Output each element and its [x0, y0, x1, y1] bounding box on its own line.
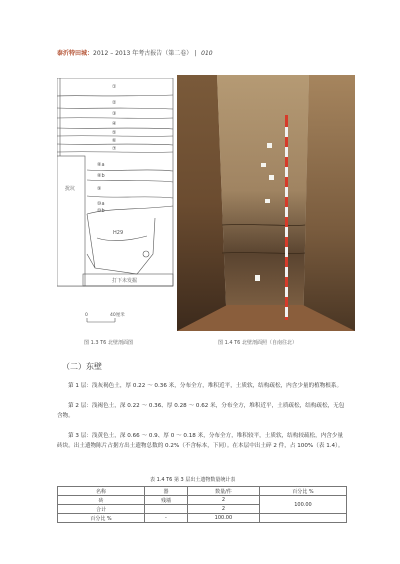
- layer-label: ④: [112, 121, 117, 127]
- page-number: 010: [201, 50, 213, 57]
- table-cell: 合计: [58, 505, 145, 514]
- table-row: [58, 496, 347, 505]
- header-title: 2012 – 2013 年考古报告（第二卷）: [93, 50, 193, 57]
- table-cell: -: [145, 514, 188, 523]
- finds-table: [57, 486, 347, 523]
- layer-label: ①: [112, 84, 117, 90]
- table-cell: 100.00: [187, 514, 259, 523]
- paragraph-layer-2: 第 2 层：浅褐色土，深 0.22 ～ 0.36、厚 0.28 ～ 0.62 米，分布全方，堆积近平，土质疏松，结构疏松，无包含物。: [57, 403, 345, 419]
- table-row: [58, 514, 347, 523]
- running-header: [57, 48, 213, 57]
- table-header: 名称: [58, 487, 145, 496]
- figure-13-caption: 图 1.3 T6 北壁剖面图: [84, 340, 133, 346]
- layer-label: ⑦: [112, 146, 117, 152]
- table-header: 器: [145, 487, 188, 496]
- table-header: 百分比 %: [259, 487, 346, 496]
- table-cell: [145, 505, 188, 514]
- pit-label: 扰坑: [65, 186, 76, 192]
- table-cell: 残墙: [145, 496, 188, 505]
- paragraph-layer-3: 第 3 层：浅黄色土，深 0.66 ～ 0.9、厚 0 ～ 0.18 米，分布全方，堆积较平，土质软，结构较疏松，内含少量砖块。出土遗物陈片占据方出土遗物总数的 0.2%（不含标本，下同）。在本层中出土碎 2 件，占 100%（表 1.4）。: [57, 433, 344, 449]
- layer-label: ⑨: [97, 186, 102, 192]
- layer-label: ⑥: [112, 138, 117, 144]
- layer-label: ②: [112, 100, 117, 106]
- excavation-photo: [177, 75, 355, 331]
- bottom-label: 打下未发掘: [112, 278, 138, 284]
- section-drawing: [57, 78, 175, 336]
- table-cell: [259, 514, 346, 523]
- table-cell: 2: [187, 505, 259, 514]
- layer-label: ⑧b: [97, 173, 105, 179]
- table-cell: 砖: [58, 496, 145, 505]
- layer-label: ⑩a: [97, 201, 105, 207]
- layer-label: ③: [112, 111, 117, 117]
- layer-label: ⑧a: [97, 162, 105, 168]
- feature-label: H29: [113, 230, 124, 236]
- scale-unit: 40厘米: [110, 313, 125, 318]
- table-header: 数量/件: [187, 487, 259, 496]
- section-title: （二）东壁: [62, 362, 102, 371]
- table-cell: 2: [187, 496, 259, 505]
- header-separator: |: [194, 50, 197, 57]
- paragraph-layer-1: 第 1 层：浅灰褐色土，厚 0.22 ～ 0.36 米，分布全方，堆积近平，土质软，结构疏松，内含少量的植物根系。: [68, 383, 343, 389]
- table-cell: 百分比 %: [58, 514, 145, 523]
- layer-label: ⑤: [112, 130, 117, 136]
- table-cell: 100.00: [259, 496, 346, 514]
- header-site: 泰沂特田城：: [57, 50, 94, 57]
- layer-label: ⑩b: [97, 208, 105, 214]
- figure-14-caption: 图 1.4 T6 北壁剖面照（自南往北）: [218, 340, 297, 346]
- table-caption: 表 1.4 T6 第 3 层出土遗物数量统计表: [150, 477, 236, 483]
- table-header-row: [58, 487, 347, 496]
- scale-zero: 0: [85, 313, 88, 318]
